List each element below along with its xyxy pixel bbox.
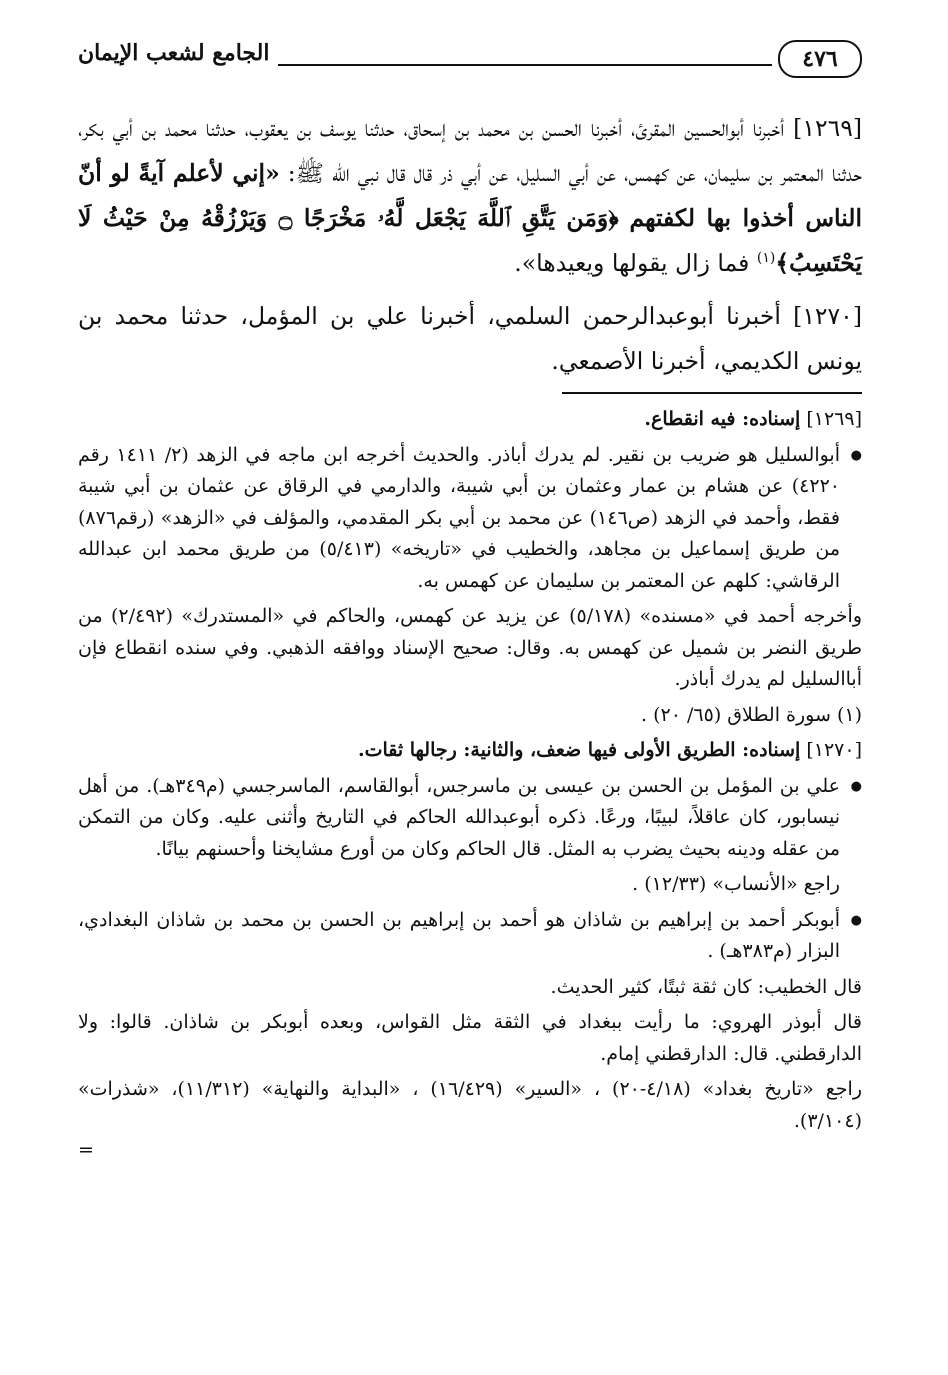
note-1270-heading: [78, 735, 862, 767]
note-1269-heading: [78, 404, 862, 436]
note-bullet: ● أبوبكر أحمد بن إبراهيم بن شاذان هو أحمد بن إبراهيم بن الحسن بن محمد بن شاذان البغدادي، البزار (م٣٨٣هـ) .: [78, 905, 862, 968]
running-title: الجامع لشعب الإيمان: [78, 40, 270, 66]
page: [78, 34, 862, 1159]
note-reference: راجع «الأنساب» (١٢/٣٣) .: [632, 873, 840, 895]
footnote-1: (١) سورة الطلاق (٦٥/ ٢٠) .: [641, 703, 862, 726]
note-heading-text: إسناده: الطريق الأولى فيها ضعف، والثانية: رجالها ثقات.: [357, 739, 801, 761]
note-paragraph: راجع «تاريخ بغداد» (٤/١٨-٢٠) ، «السير» (١٦/٤٢٩) ، «البداية والنهاية» (١١/٣١٢)، «شذرات» (٣/١٠٤).: [78, 1078, 863, 1132]
hadith-isnad: أخبرنا أبوالحسين المقرئ، أخبرنا الحسن بن محمد بن إسحاق، حدثنا يوسف بن يعقوب، حدثنا محمد بن أبي بكر، حدثنا المعتمر بن سليمان، عن كهمس، عن أبي السليل، عن أبي ذر قال قال نبي الله ﷺ:: [78, 114, 862, 187]
note-paragraph: وأخرجه أحمد في «مسنده» (٥/١٧٨) عن يزيد عن كهمس، والحاكم في «المستدرك» (٢/٤٩٢) من طريق النضر بن شميل عن كهمس به. وقال: صحيح الإسناد ووافقه الذهبي. وفي سنده انقطاع فإن أباالسليل لم يدرك أباذر.: [78, 605, 863, 690]
continuation-mark: =: [78, 1139, 94, 1161]
note-paragraph: قال الخطيب: كان ثقة ثبتًا، كثير الحديث.: [550, 975, 862, 998]
note-paragraph: قال أبوذر الهروي: ما رأيت ببغداد في الثقة مثل القواس، وبعده أبوبكر بن شاذان. قالوا: ولا الدارقطني. قال: الدارقطني إمام.: [78, 1011, 862, 1065]
note-number: [١٢٧٠]: [806, 739, 862, 761]
note-number: [١٢٦٩]: [806, 408, 862, 430]
footnotes: [78, 404, 862, 1159]
page-number: ٤٧٦: [778, 40, 862, 78]
note-heading-text: إسناده: فيه انقطاع.: [644, 408, 801, 430]
quran-ayah: ﴿وَمَن يَتَّقِ ٱللَّهَ يَجْعَل لَّهُۥ مَخْرَجًا ۝ وَيَرْزُقْهُ مِنْ حَيْثُ لَا يَحْتَسِبُ﴾: [78, 204, 862, 277]
hadith-ending: فما زال يقولها ويعيدها».: [514, 249, 750, 277]
hadith-text: أخبرنا أبوعبدالرحمن السلمي، أخبرنا علي بن المؤمل، حدثنا محمد بن يونس الكديمي، أخبرنا الأصمعي.: [78, 302, 862, 375]
note-bullet: ● علي بن المؤمل بن الحسن بن عيسى بن ماسرجس، أبوالقاسم، الماسرجسي (م٣٤٩هـ). من أهل نيسابور، كان عاقلاً، لبيبًا، ورعًا. ذكره أبوعبدالله الحاكم في التاريخ وأثنى عليه. وكان من التمكن من عقله ودينه بحيث يضرب به المثل. قال الحاكم وكان من أورع مشايخنا وأحسنهم بيانًا.: [78, 771, 862, 866]
note-bullet: ● أبوالسليل هو ضريب بن نقير. لم يدرك أباذر. والحديث أخرجه ابن ماجه في الزهد (٢/ ١٤١١ رقم ٤٢٢٠) عن هشام بن عمار وعثمان بن أبي شيبة، والدارمي في الرقاق عن عثمان بن أبي شيبة فقط، وأحمد في الزهد (ص١٤٦) عن محمد بن أبي بكر المقدمي، والمؤلف في «الزهد» (رقم٨٧٦) من طريق إسماعيل بن مجاهد، والخطيب في «تاريخه» (٥/٤١٣) من طريق محمد ابن عبدالله الرقاشي: كلهم عن المعتمر بن سليمان عن كهمس به.: [78, 440, 862, 598]
hadith-number: [١٢٦٩]: [793, 114, 862, 142]
hadith-number: [١٢٧٠]: [793, 302, 862, 330]
hadith-1270: [78, 294, 862, 384]
footnote-separator: [562, 392, 862, 394]
hadith-1269: [78, 106, 862, 286]
main-text: [78, 106, 862, 384]
header-rule: [278, 64, 772, 66]
page-header: [78, 34, 862, 84]
footnote-ref: (١): [756, 250, 776, 267]
hadith-matn: «إني لأعلم آيةً لو أنّ الناس أخذوا بها لكفتهم: [78, 159, 862, 232]
